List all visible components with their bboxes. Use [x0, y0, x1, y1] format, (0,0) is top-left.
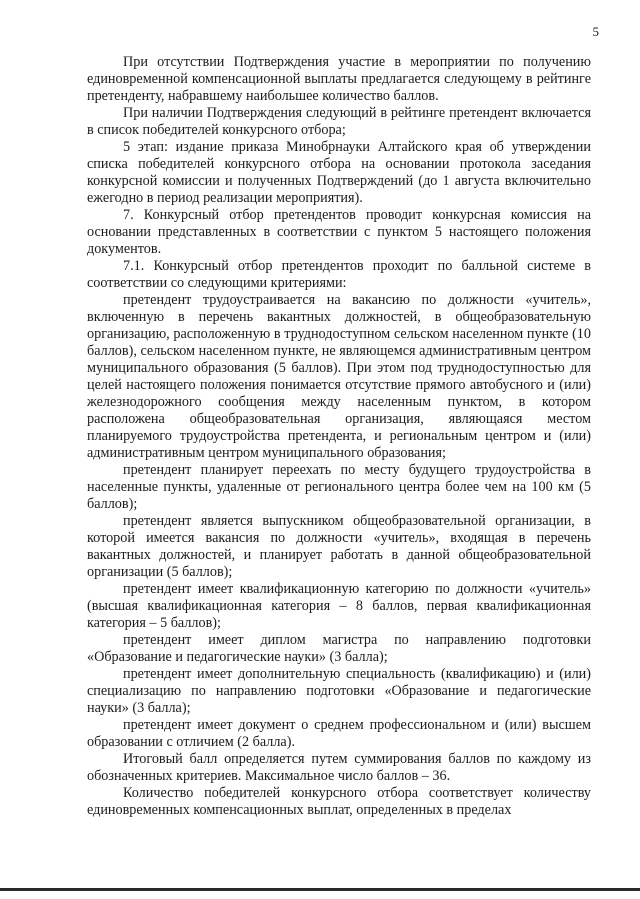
paragraph: Количество победителей конкурсного отбора соответствует количеству единовременных компенсационных выплат, определенных в пределах — [87, 785, 591, 818]
paragraph: Итоговый балл определяется путем суммирования баллов по каждому из обозначенных критериев. Максимальное число баллов – 36. — [87, 751, 591, 784]
criterion-paragraph: претендент планирует переехать по месту будущего трудоустройства в населенные пункты, удаленные от регионального центра более чем на 100 км (5 баллов); — [87, 462, 591, 512]
paragraph: 5 этап: издание приказа Минобрнауки Алтайского края об утверждении списка победителей конкурсного отбора на основании протокола заседания конкурсной комиссии и полученных Подтверждений (до 1 августа включительно ежегодно в период реализации мероприятия). — [87, 139, 591, 206]
page-bottom-border — [0, 888, 640, 891]
paragraph: При отсутствии Подтверждения участие в мероприятии по получению единовременной компенсационной выплаты предлагается следующему в рейтинге претенденту, набравшему наибольшее количество баллов. — [87, 54, 591, 104]
criterion-paragraph: претендент имеет дополнительную специальность (квалификацию) и (или) специализацию по направлению подготовки «Образование и педагогические науки» (3 балла); — [87, 666, 591, 716]
document-body — [87, 54, 591, 819]
paragraph: 7. Конкурсный отбор претендентов проводит конкурсная комиссия на основании представленных в соответствии с пунктом 5 настоящего положения документов. — [87, 207, 591, 257]
criterion-paragraph: претендент имеет документ о среднем профессиональном и (или) высшем образовании с отличием (2 балла). — [87, 717, 591, 750]
criterion-paragraph: претендент трудоустраивается на вакансию по должности «учитель», включенную в перечень вакантных должностей, в общеобразовательную организацию, расположенную в труднодоступном сельском населенном пункте (10 баллов), сельском населенном пункте, не являющемся административным центром муниципального образования (5 баллов). При этом под труднодоступностью для целей настоящего положения понимается отсутствие прямого автобусного и (или) железнодорожного сообщения между населенным пунктом, в котором расположена общеобразовательная организация, являющаяся местом планируемого трудоустройства претендента, и региональным центром и (или) административным центром муниципального образования; — [87, 292, 591, 461]
criterion-paragraph: претендент имеет диплом магистра по направлению подготовки «Образование и педагогические науки» (3 балла); — [87, 632, 591, 665]
paragraph: 7.1. Конкурсный отбор претендентов проходит по балльной системе в соответствии со следующими критериями: — [87, 258, 591, 291]
page-number: 5 — [592, 24, 599, 39]
criterion-paragraph: претендент является выпускником общеобразовательной организации, в которой имеется вакансия по должности «учитель», входящая в перечень вакантных должностей, и планирует работать в данной общеобразовательной организации (5 баллов); — [87, 513, 591, 580]
paragraph: При наличии Подтверждения следующий в рейтинге претендент включается в список победителей конкурсного отбора; — [87, 105, 591, 138]
criterion-paragraph: претендент имеет квалификационную категорию по должности «учитель» (высшая квалификационная категория – 8 баллов, первая квалификационная категория – 5 баллов); — [87, 581, 591, 631]
